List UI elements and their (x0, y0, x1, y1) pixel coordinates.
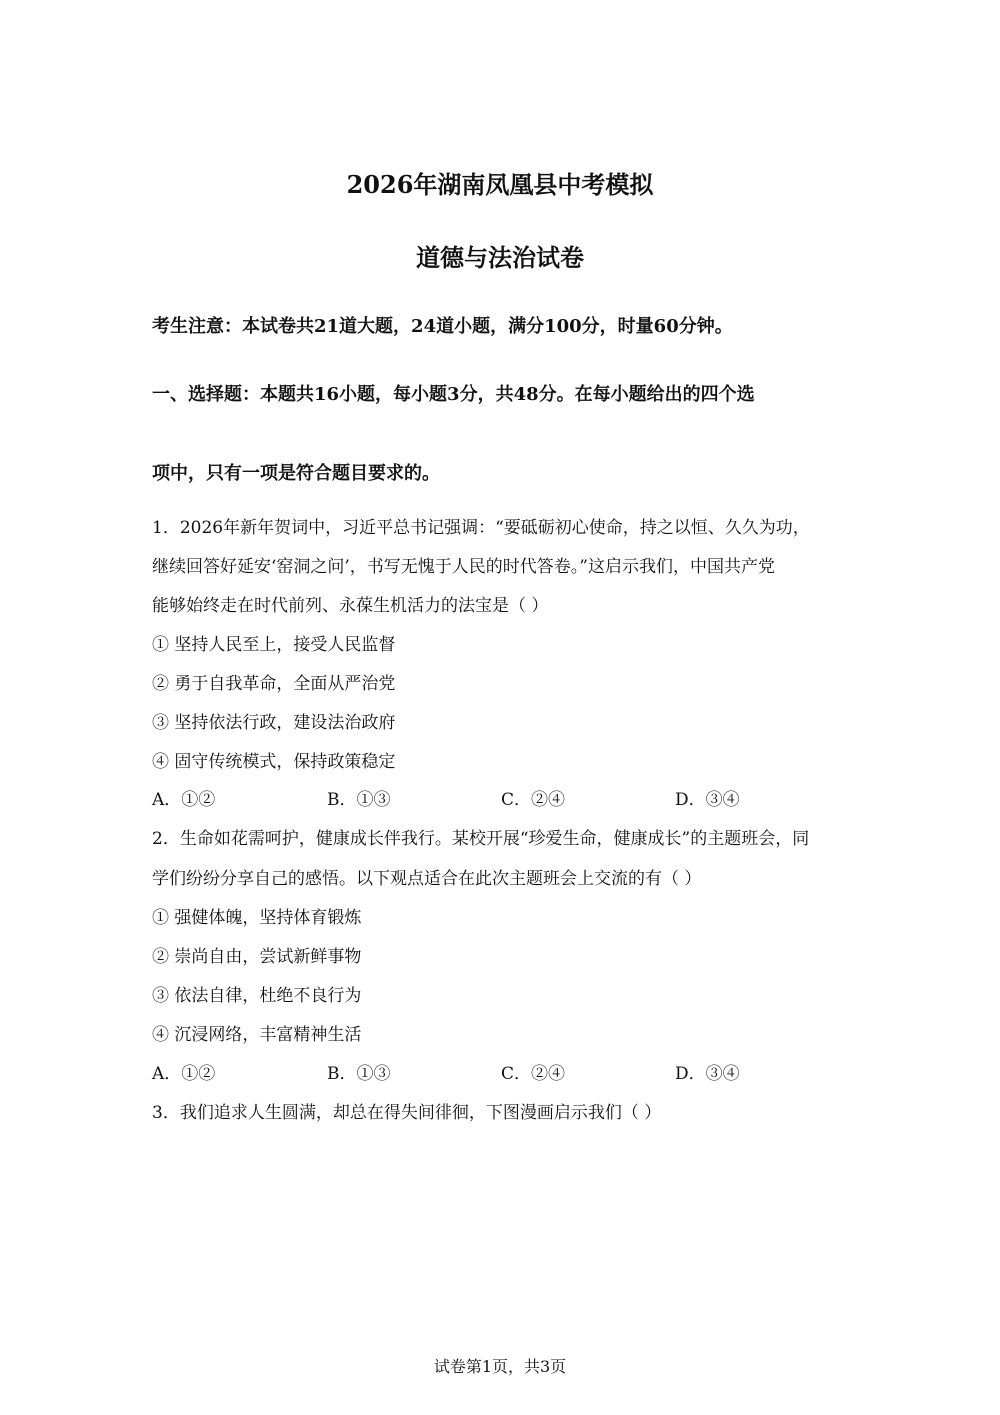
question-1-item-3: ③ 坚持依法行政，建设法治政府 (152, 713, 396, 733)
candidate-notice: 考生注意：本试卷共21道大题，24道小题，满分100分，时量60分钟。 (152, 316, 733, 337)
question-2-item-3: ③ 依法自律，杜绝不良行为 (152, 986, 362, 1006)
question-2-item-1: ① 强健体魄，坚持体育锻炼 (152, 908, 362, 928)
question-2-option-b: B．①③ (327, 1064, 391, 1084)
question-1-item-2: ② 勇于自我革命，全面从严治党 (152, 674, 396, 694)
question-2-option-d: D．③④ (675, 1064, 740, 1084)
section-heading-line2: 项中，只有一项是符合题目要求的。 (152, 463, 440, 484)
question-3-stem-line1: 3．我们追求人生圆满，却总在得失间徘徊，下图漫画启示我们（ ） (152, 1103, 662, 1123)
question-1-item-4: ④ 固守传统模式，保持政策稳定 (152, 752, 396, 772)
exam-subject-title: 道德与法治试卷 (416, 243, 584, 272)
question-1-option-c: C．②④ (501, 790, 566, 810)
question-2-item-2: ② 崇尚自由，尝试新鲜事物 (152, 947, 362, 967)
question-2-option-c: C．②④ (501, 1064, 566, 1084)
question-1-stem-line1: 1．2026年新年贺词中，习近平总书记强调：“要砥砺初心使命，持之以恒、久久为功， (152, 518, 810, 538)
question-2-item-4: ④ 沉浸网络，丰富精神生活 (152, 1025, 362, 1045)
exam-title: 2026年湖南凤凰县中考模拟 (346, 170, 654, 199)
question-2-option-a: A．①② (152, 1064, 216, 1084)
question-1-option-a: A．①② (152, 790, 216, 810)
question-1-stem-line2: 继续回答好延安‘窑洞之问’，书写无愧于人民的时代答卷。”这启示我们，中国共产党 (152, 557, 775, 577)
question-2-stem-line1: 2．生命如花需呵护，健康成长伴我行。某校开展“珍爱生命，健康成长”的主题班会，同 (152, 829, 810, 849)
page-footer: 试卷第1页，共3页 (433, 1357, 567, 1376)
question-2-stem-line2: 学们纷纷分享自己的感悟。以下观点适合在此次主题班会上交流的有（ ） (152, 869, 702, 889)
question-1-option-d: D．③④ (675, 790, 740, 810)
section-heading-line1: 一、选择题：本题共16小题，每小题3分，共48分。在每小题给出的四个选 (152, 384, 755, 405)
question-1-item-1: ① 坚持人民至上，接受人民监督 (152, 635, 396, 655)
question-1-stem-line3: 能够始终走在时代前列、永葆生机活力的法宝是（ ） (152, 596, 549, 616)
question-1-option-b: B．①③ (327, 790, 391, 810)
